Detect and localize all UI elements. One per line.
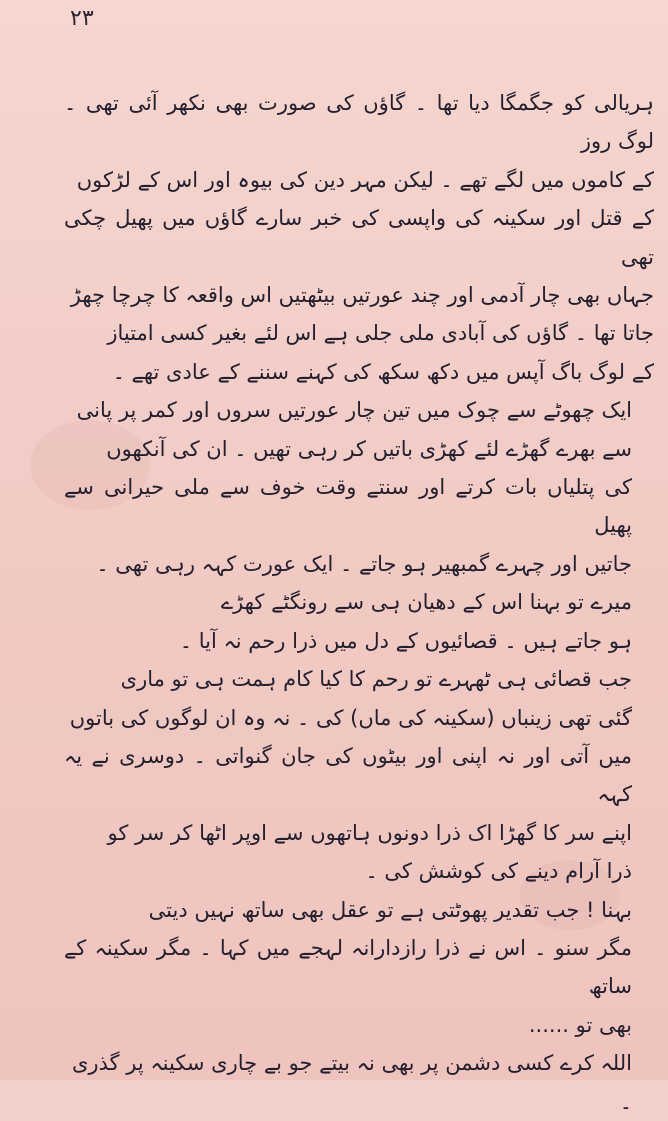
page-number: ۲۳ [70, 6, 94, 31]
text-line: جاتیں اور چہرے گمبھیر ہو جاتے ۔ ایک عورت کہہ رہی تھی ۔ [96, 551, 632, 576]
body-text [64, 84, 654, 1121]
text-line: جہاں بھی چار آدمی اور چند عورتیں بیٹھتیں اس واقعہ کا چرچا چھڑ [70, 283, 654, 308]
paragraph-5 [64, 891, 654, 1045]
text-line: کے کاموں میں لگے تھے ۔ لیکن مہر دین کی بیوہ اور اس کے لڑکوں [76, 167, 654, 192]
paragraph-2 [64, 391, 654, 583]
paragraph-1 [64, 84, 654, 391]
text-line: کی پتلیاں بات کرتے اور سنتے وقت خوف سے ملی حیرانی سے پھیل [64, 475, 632, 538]
text-line: میرے تو بہنا اس کے دھیان ہی سے رونگٹے کھڑے [220, 590, 632, 615]
text-line: سے بھرے گھڑے لئے کھڑی باتیں کر رہی تھیں ۔ ان کی آنکھوں [106, 436, 632, 461]
text-line: مگر سنو ۔ اس نے ذرا رازدارانہ لہجے میں کہا ۔ مگر سکینہ کے ساتھ [64, 935, 632, 999]
text-line: اپنے سر کا گھڑا اک ذرا دونوں ہاتھوں سے اوپر اٹھا کر سر کو [107, 820, 632, 845]
text-line: ہو جاتے ہیں ۔ قصائیوں کے دل میں ذرا رحم نہ آیا ۔ [179, 628, 632, 653]
text-line: کے لوگ باگ آپس میں دکھ سکھ کی کہنے سننے کے عادی تھے ۔ [112, 359, 654, 384]
text-line: ذرا آرام دینے کی کوشش کی ۔ [365, 859, 632, 884]
paragraph-6 [64, 1044, 654, 1121]
text-line: جاتا تھا ۔ گاؤں کی آبادی ملی جلی ہے اس لئے بغیر کسی امتیاز [107, 321, 654, 346]
text-line: کے قتل اور سکینہ کی واپسی کی خبر سارے گاؤں میں پھیل چکی تھی [64, 206, 654, 269]
paragraph-4 [64, 660, 654, 890]
text-line: بھی تو ...... [528, 1012, 632, 1037]
text-line: میں آتی اور نہ اپنی اور بیٹوں کی جان گنواتی ۔ دوسری نے یہ کہہ [64, 743, 632, 807]
paragraph-3 [64, 583, 654, 660]
text-line: جب قصائی ہی ٹھہرے تو رحم کا کیا کام ہمت ہی تو ماری [120, 667, 632, 692]
text-line: ایک چھوٹے سے چوک میں تین چار عورتیں سروں اور کمر پر پانی [76, 398, 632, 423]
text-line: بہنا ! جب تقدیر پھوٹتی ہے تو عقل بھی ساتھ نہیں دیتی [148, 897, 632, 922]
text-line: ہریالی کو جگمگا دیا تھا ۔ گاؤں کی صورت بھی نکھر آئی تھی ۔ لوگ روز [64, 91, 654, 154]
text-line: گئی تھی زینباں (سکینہ کی ماں) کی ۔ نہ وہ ان لوگوں کی باتوں [69, 705, 632, 730]
text-line: اللہ کرے کسی دشمن پر بھی نہ بیتے جو بے چاری سکینہ پر گذری ۔ [71, 1051, 632, 1114]
